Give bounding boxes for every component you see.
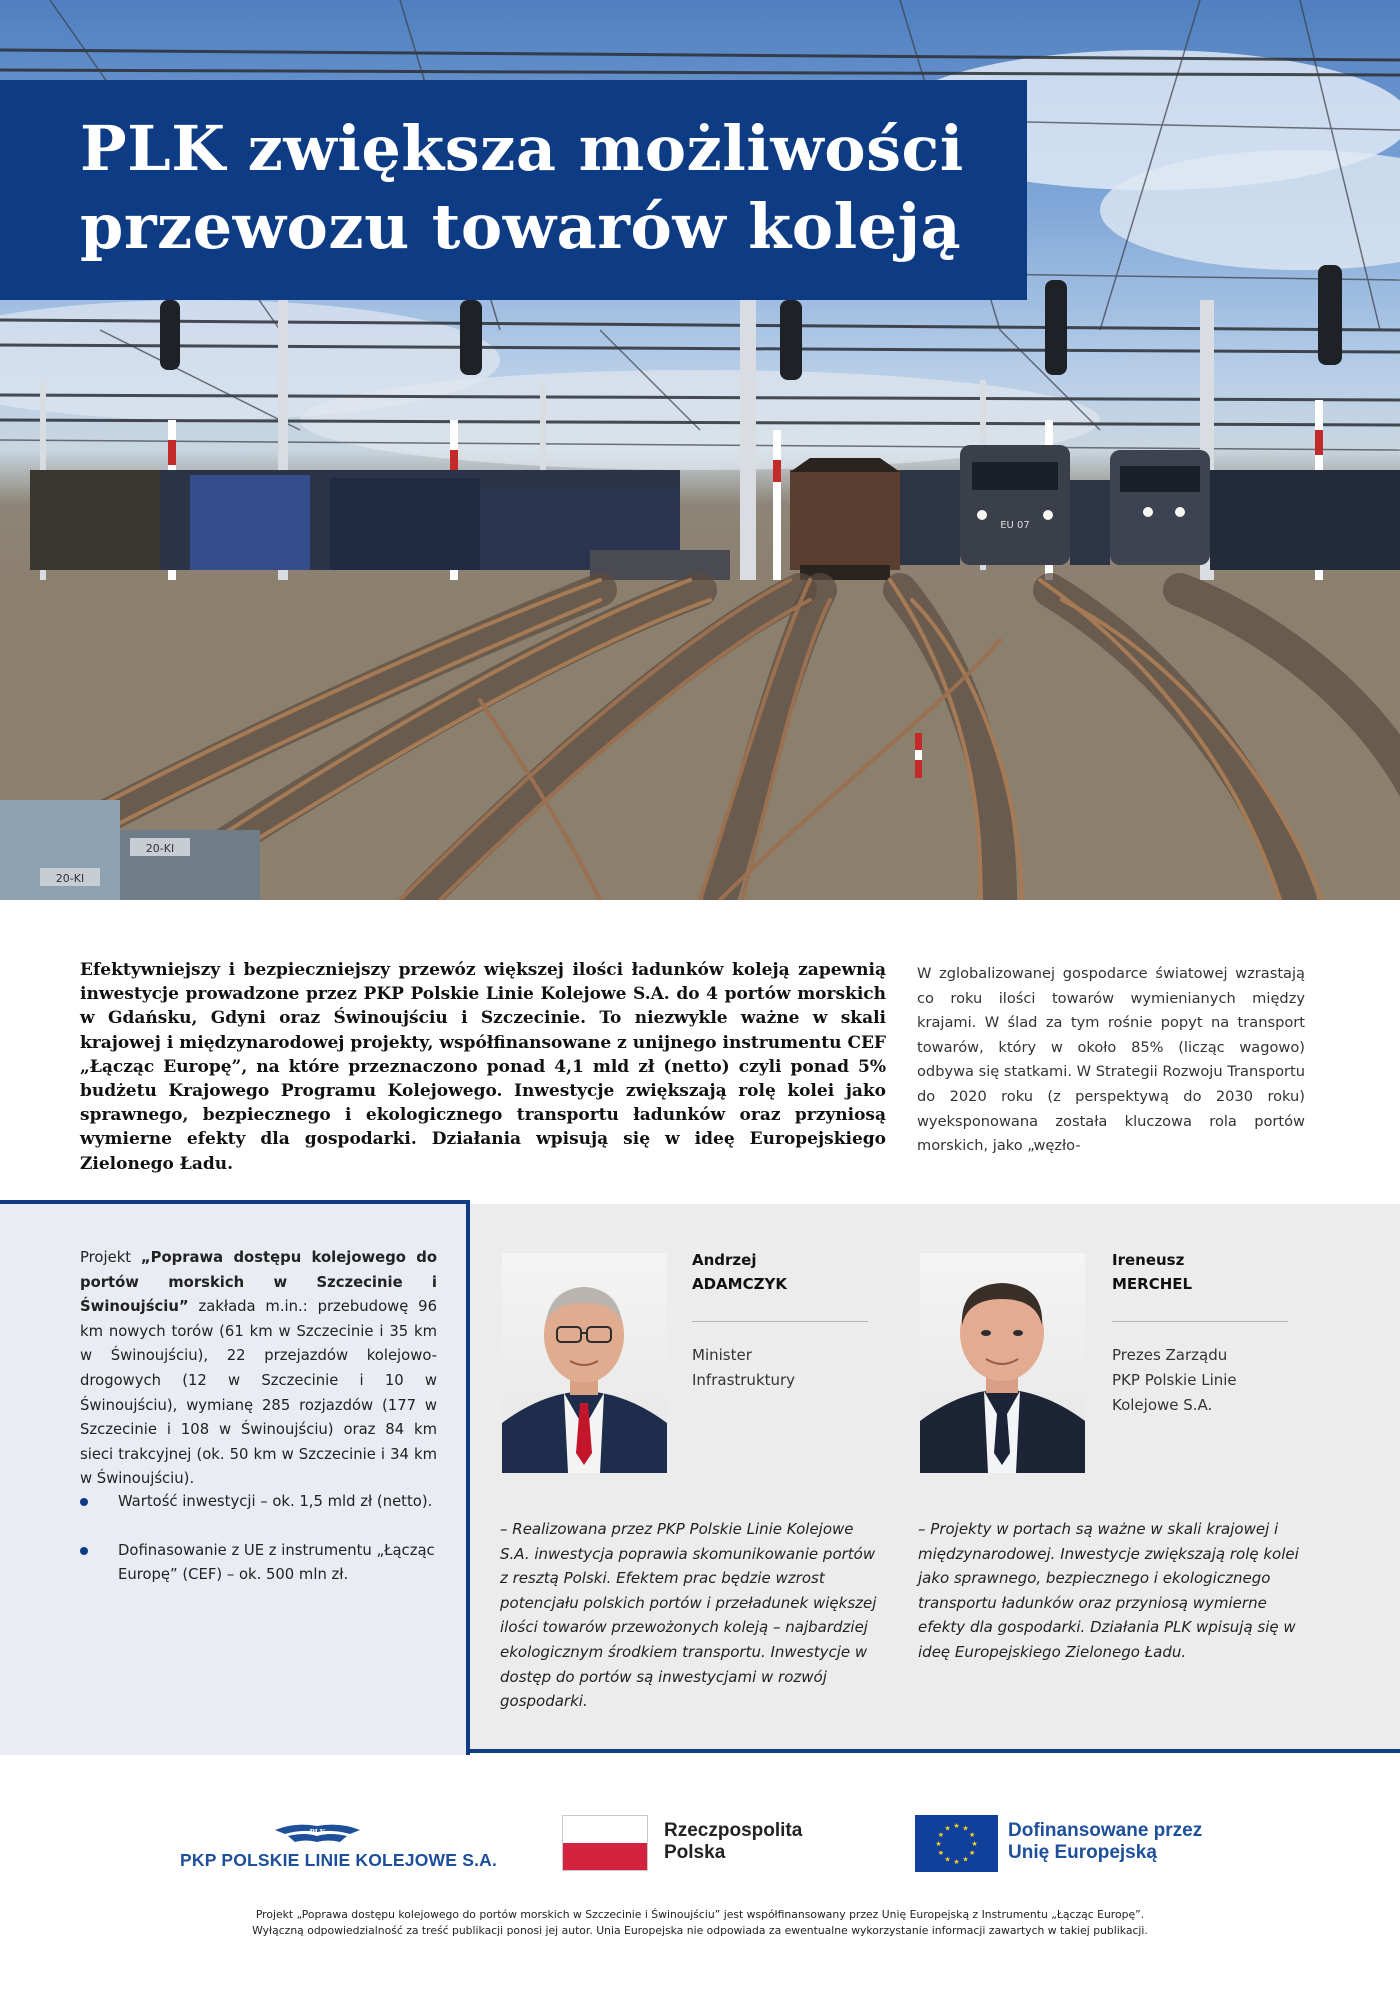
eu-star-icon: ★ [968, 1849, 976, 1857]
eu-star-icon: ★ [962, 1855, 969, 1864]
divider [692, 1321, 868, 1322]
person-role-line: Kolejowe S.A. [1112, 1396, 1213, 1414]
person-role-line: PKP Polskie Linie [1112, 1371, 1237, 1389]
eu-star-icon: ★ [935, 1840, 942, 1848]
eu-star-icon: ★ [962, 1824, 969, 1833]
person-role-line: Infrastruktury [692, 1371, 796, 1389]
wagon-label-2: 20-KI [55, 872, 85, 885]
fact-eu-funding: Dofinasowanie z UE z instrumentu „Łącząc Europę” (CEF) – ok. 500 mln zł. [118, 1542, 435, 1583]
quote-merchel: – Projekty w portach są ważne w skali krajowej i międzynarodowej. Inwestycje zwiększają rolę kolei jako sprawnego, bezpiecznego i ekologicznego transportu ładunków oraz przyniosą wymierne efekty dla gospodarki. Działania PLK wpisują się w ideę Europejskiego Zielonego Ładu. [918, 1520, 1299, 1661]
person-last-name: MERCHEL [1112, 1275, 1193, 1293]
portrait-image [920, 1253, 1085, 1473]
divider [1112, 1321, 1288, 1322]
list-item [80, 1490, 440, 1514]
person-role-line: Prezes Zarządu [1112, 1346, 1228, 1364]
locomotive-number: EU 07 [1000, 520, 1030, 531]
eu-star-icon: ★ [968, 1831, 976, 1839]
eu-star-icon: ★ [944, 1824, 951, 1833]
eu-stars [915, 1815, 998, 1872]
project-prefix: Projekt [80, 1249, 141, 1266]
person-last-name: ADAMCZYK [692, 1275, 787, 1293]
title-line-1: PLK zwiększa możliwości [80, 112, 964, 185]
plk-name: PKP POLSKIE LINIE KOLEJOWE S.A. [180, 1850, 498, 1870]
list-item [80, 1539, 440, 1587]
bullet-icon [80, 1547, 88, 1555]
project-description [80, 1246, 437, 1492]
eu-star-icon: ★ [944, 1855, 951, 1864]
project-details: zakłada m.in.: przebudowę 96 km nowych torów (61 km w Szczecinie i 35 km w Świnoujściu), 22 przejazdów kolejowo-drogowych (12 w Szczecinie i 10 w Świnoujściu), wymianę 285 rozjazdów (177 w Szczecinie i 108 w Świnoujściu) oraz 84 km sieci trakcyjnej (ok. 50 km w Szczecinie i 34 km w Świnoujściu). [80, 1298, 437, 1488]
rp-line-2: Polska [664, 1842, 726, 1863]
disclaimer-line-1: Projekt „Poprawa dostępu kolejowego do portów morskich w Szczecinie i Świnoujściu” jest współfinansowany przez Unię Europejską z Instrumentu „Łącząc Europę”. [255, 1908, 1145, 1921]
eu-star-icon: ★ [937, 1849, 945, 1857]
eu-star-icon: ★ [937, 1831, 945, 1839]
intro-column-text: W zglobalizowanej gospodarce światowej wzrastają co roku ilości towarów wymienianych między krajami. W ślad za tym rośnie popyt na transport towarów, który w około 85% (licząc wagowo) odbywa się statkami. W Strategii Rozwoju Transportu do 2020 roku (z perspektywą do 2030 roku) wyeksponowana została kluczowa rola portów morskich, jako „węzło- [917, 965, 1305, 1155]
plk-logo [180, 1820, 498, 1880]
eu-line-2: Unię Europejską [1008, 1842, 1157, 1863]
hero-photo [0, 0, 1400, 900]
avatar-adamczyk [502, 1253, 667, 1473]
plk-emblem-icon [180, 1820, 455, 1850]
eu-line-1: Dofinansowane przez [1008, 1820, 1203, 1841]
title-line-2: przewozu towarów koleją [80, 190, 962, 263]
plk-emblem-text: PLK [309, 1827, 326, 1837]
bullet-icon [80, 1498, 88, 1506]
eu-star-icon: ★ [971, 1840, 978, 1848]
eu-star-icon: ★ [953, 1858, 960, 1866]
person-first-name: Andrzej [692, 1251, 757, 1269]
project-facts-list [80, 1490, 440, 1612]
poland-flag-icon [562, 1815, 648, 1871]
avatar-merchel [920, 1253, 1085, 1473]
person-role-line: Minister [692, 1346, 752, 1364]
eu-logo-text [1008, 1820, 1202, 1864]
quote-adamczyk: – Realizowana przez PKP Polskie Linie Kolejowe S.A. inwestycja poprawia skomunikowanie portów z resztą Polski. Efektem prac będzie wzrost potencjału polskich portów i przeładunek większej ilości towarów przewożonych koleją – najbardziej ekologicznym środkiem transportu. Inwestycje w dostęp do portów są inwestycjami w rozwój gospodarki. [500, 1520, 877, 1711]
fact-investment-value: Wartość inwestycji – ok. 1,5 mld zł (netto). [118, 1493, 433, 1510]
portrait-image [502, 1253, 667, 1473]
page-title [80, 110, 1027, 266]
lead-paragraph: Efektywniejszy i bezpieczniejszy przewóz większej ilości ładunków koleją zapewnią inwestycje prowadzone przez PKP Polskie Linie Kolejowe S.A. do 4 portów morskich w Gdańsku, Gdyni oraz Świnoujściu i Szczecinie. To niezwykle ważne w skali krajowej i międzynarodowej projekty, współfinansowane z unijnego instrumentu CEF „Łącząc Europę”, na które przeznaczono ponad 4,1 mld zł (netto) czyli ponad 5% budżetu Krajowego Programu Kolejowego. Inwestycje zwiększają rolę kolei jako sprawnego, bezpiecznego i ekologicznego transportu ładunków oraz przyniosą wymierne efekty dla gospodarki. Działania wpisują się w ideę Europejskiego Zielonego Ładu. [80, 960, 886, 1174]
wagon-label-1: 20-KI [145, 842, 175, 855]
rp-line-1: Rzeczpospolita [664, 1820, 803, 1841]
rp-logo-text [664, 1820, 802, 1864]
eu-flag-icon [915, 1815, 998, 1872]
headline-banner [0, 80, 1027, 300]
eu-star-icon: ★ [953, 1822, 960, 1830]
disclaimer-line-2: Wyłączną odpowiedzialność za treść publikacji ponosi jej autor. Unia Europejska nie odpowiada za ewentualne wykorzystanie informacji zawartych w takiej publikacji. [252, 1924, 1148, 1937]
project-name: „Poprawa dostępu kolejowego do portów morskich w Szczecinie i Świnoujściu” [80, 1249, 437, 1316]
eu-disclaimer [120, 1907, 1280, 1939]
person-first-name: Ireneusz [1112, 1251, 1185, 1269]
